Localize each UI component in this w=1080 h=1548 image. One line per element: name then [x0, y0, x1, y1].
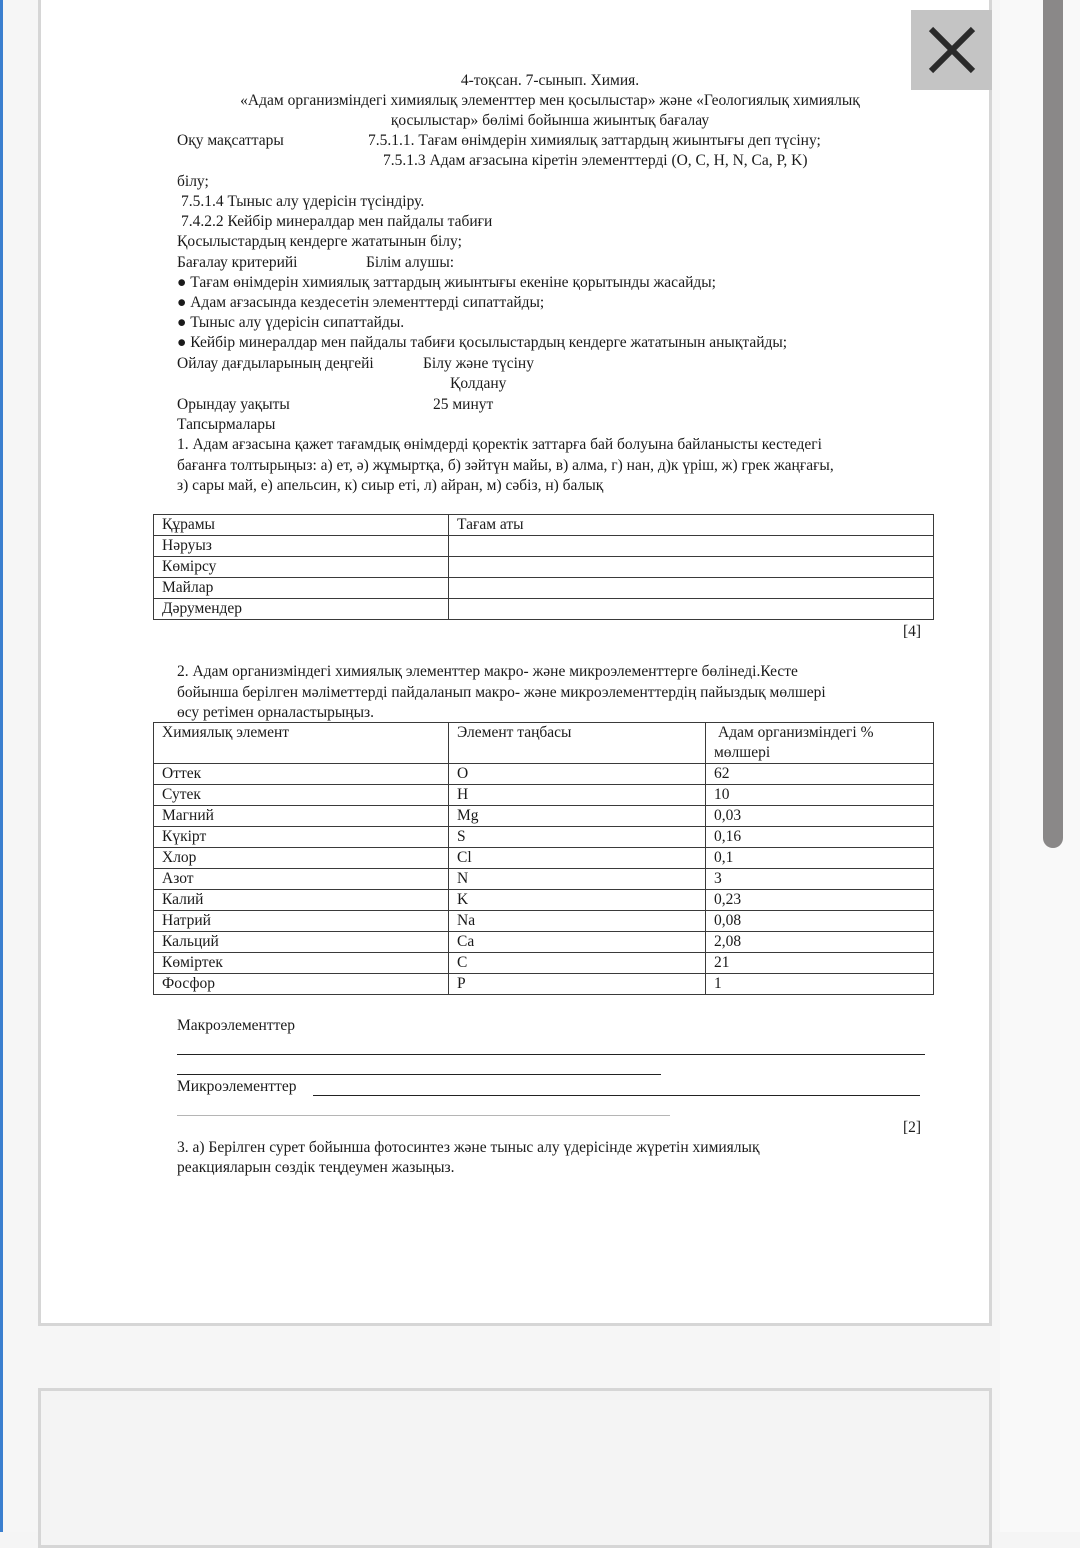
table-row	[154, 764, 934, 785]
thinking-value-2: Қолдану	[450, 375, 507, 392]
criteria-item-3: ● Тыныс алу үдерісін сипаттайды.	[177, 314, 405, 331]
element-percent: 0,23	[706, 890, 934, 911]
element-symbol: S	[449, 827, 706, 848]
row-label: Көмірсу	[154, 557, 449, 578]
table-row	[154, 848, 934, 869]
element-name: Көміртек	[154, 953, 449, 974]
document-page-2	[38, 1388, 992, 1548]
macro-label: Макроэлементтер	[177, 1017, 296, 1034]
task1-line2: бағанға толтырыңыз: а) ет, ә) жұмыртқа, б) зәйтүн майы, в) алма, г) нан, д)к үріш, ж) грек жаңғағы,	[177, 457, 834, 474]
macro-answer-line-1[interactable]	[177, 1054, 925, 1055]
element-symbol: Ca	[449, 932, 706, 953]
task2-score: [2]	[903, 1119, 922, 1136]
element-percent: 1	[706, 974, 934, 995]
tasks-label: Тапсырмалары	[177, 416, 276, 433]
micro-answer-line-2[interactable]	[177, 1115, 670, 1116]
table-row	[154, 578, 934, 599]
task3-line1: 3. а) Берілген сурет бойынша фотосинтез және тыныс алу үдерісінде жүретін химиялық	[177, 1139, 760, 1156]
element-percent: 62	[706, 764, 934, 785]
table-row	[154, 557, 934, 578]
objective-item-2: 7.5.1.3 Адам ағзасына кіретін элементтерді (O, C, H, N, Ca, P, K)	[383, 152, 808, 169]
micro-answer-line-1[interactable]	[313, 1095, 920, 1096]
elements-table	[153, 722, 934, 995]
element-percent: 0,03	[706, 806, 934, 827]
objective-item-4: 7.4.2.2 Кейбір минералдар мен пайдалы табиғи	[181, 213, 493, 230]
header-cell-line1: Адам организміндегі %	[718, 724, 874, 741]
table-row	[154, 911, 934, 932]
header-cell-line2: мөлшері	[714, 744, 771, 761]
header-cell: Элемент таңбасы	[449, 723, 706, 764]
row-label: Дәрумендер	[154, 599, 449, 620]
element-name: Сутек	[154, 785, 449, 806]
element-percent: 21	[706, 953, 934, 974]
objective-item-1: 7.5.1.1. Тағам өнімдерін химиялық заттардың жиынтығы деп түсіну;	[368, 132, 821, 149]
table-row	[154, 869, 934, 890]
answer-cell[interactable]	[449, 557, 934, 578]
thinking-value-1: Білу және түсіну	[423, 355, 534, 372]
close-icon	[927, 25, 977, 75]
row-label: Нәруыз	[154, 536, 449, 557]
micro-label: Микроэлементтер	[177, 1078, 297, 1095]
answer-cell[interactable]	[449, 578, 934, 599]
element-percent: 0,1	[706, 848, 934, 869]
element-symbol: H	[449, 785, 706, 806]
element-name: Күкірт	[154, 827, 449, 848]
task1-line3: з) сары май, е) апельсин, к) сиыр еті, л) айран, м) сәбіз, н) балық	[177, 477, 604, 494]
objective-item-3: 7.5.1.4 Тыныс алу үдерісін түсіндіру.	[181, 193, 425, 210]
table-row	[154, 953, 934, 974]
element-percent: 0,08	[706, 911, 934, 932]
table-row	[154, 932, 934, 953]
header-cell: Құрамы	[154, 515, 449, 536]
table-row	[154, 974, 934, 995]
criteria-sublabel: Білім алушы:	[366, 254, 455, 271]
thinking-label: Ойлау дағдыларының деңгейі	[177, 355, 374, 372]
element-symbol: P	[449, 974, 706, 995]
criteria-item-4: ● Кейбір минералдар мен пайдалы табиғи қосылыстардың кендерге жататынын анықтайды;	[177, 334, 788, 351]
element-percent: 3	[706, 869, 934, 890]
task2-line3: өсу ретімен орналастырыңыз.	[177, 704, 374, 721]
task1-score: [4]	[903, 623, 922, 640]
header-line3: қосылыстар» бөлімі бойынша жиынтық бағалау	[390, 112, 710, 129]
element-symbol: K	[449, 890, 706, 911]
task2-line1: 2. Адам организміндегі химиялық элементтер макро- және микроэлементтерге бөлінеді.Кесте	[177, 663, 798, 680]
element-percent: 2,08	[706, 932, 934, 953]
criteria-item-2: ● Адам ағзасында кездесетін элементтерді сипаттайды;	[177, 294, 545, 311]
duration-label: Орындау уақыты	[177, 396, 290, 413]
task3-line2: реакцияларын сөздік теңдеумен жазыңыз.	[177, 1159, 455, 1176]
element-name: Натрий	[154, 911, 449, 932]
element-name: Азот	[154, 869, 449, 890]
criteria-item-1: ● Тағам өнімдерін химиялық заттардың жиынтығы екеніне қорытынды жасайды;	[177, 274, 716, 291]
element-name: Магний	[154, 806, 449, 827]
answer-cell[interactable]	[449, 536, 934, 557]
element-symbol: Na	[449, 911, 706, 932]
element-name: Оттек	[154, 764, 449, 785]
header-cell: Химиялық элемент	[154, 723, 449, 764]
objective-item-4-cont: Қосылыстардың кендерге жататынын білу;	[177, 233, 462, 250]
element-symbol: C	[449, 953, 706, 974]
task2-line2: бойынша берілген мәліметтерді пайдаланып макро- және микроэлементтердің пайыздық мөлшері	[177, 684, 826, 701]
table-header-row	[154, 723, 934, 764]
header-line1: 4-тоқсан. 7-сынып. Химия.	[460, 72, 640, 89]
element-percent: 10	[706, 785, 934, 806]
objectives-label: Оқу мақсаттары	[177, 132, 284, 149]
table-row	[154, 785, 934, 806]
table-header-row	[154, 515, 934, 536]
element-symbol: Mg	[449, 806, 706, 827]
element-symbol: N	[449, 869, 706, 890]
table-row	[154, 536, 934, 557]
element-percent: 0,16	[706, 827, 934, 848]
element-symbol: Cl	[449, 848, 706, 869]
task1-line1: 1. Адам ағзасына қажет тағамдық өнімдерді қоректік заттарға бай болуына байланысты кестедегі	[177, 436, 822, 453]
element-symbol: O	[449, 764, 706, 785]
element-name: Калий	[154, 890, 449, 911]
table-row	[154, 599, 934, 620]
scrollbar-track[interactable]	[1000, 0, 1080, 1532]
element-name: Кальций	[154, 932, 449, 953]
objective-item-2-cont: білу;	[177, 173, 209, 190]
duration-value: 25 минут	[433, 396, 494, 413]
table-row	[154, 827, 934, 848]
element-name: Фосфор	[154, 974, 449, 995]
criteria-label: Бағалау критерийі	[177, 254, 298, 271]
food-table	[153, 514, 934, 620]
answer-cell[interactable]	[449, 599, 934, 620]
header-cell: Тағам аты	[449, 515, 934, 536]
table-row	[154, 890, 934, 911]
table-row	[154, 806, 934, 827]
header-cell	[706, 723, 934, 764]
header-line2: «Адам организміндегі химиялық элементтер мен қосылыстар» және «Геологиялық химиялық	[240, 92, 860, 109]
row-label: Майлар	[154, 578, 449, 599]
macro-answer-line-2[interactable]	[177, 1074, 661, 1075]
element-name: Хлор	[154, 848, 449, 869]
